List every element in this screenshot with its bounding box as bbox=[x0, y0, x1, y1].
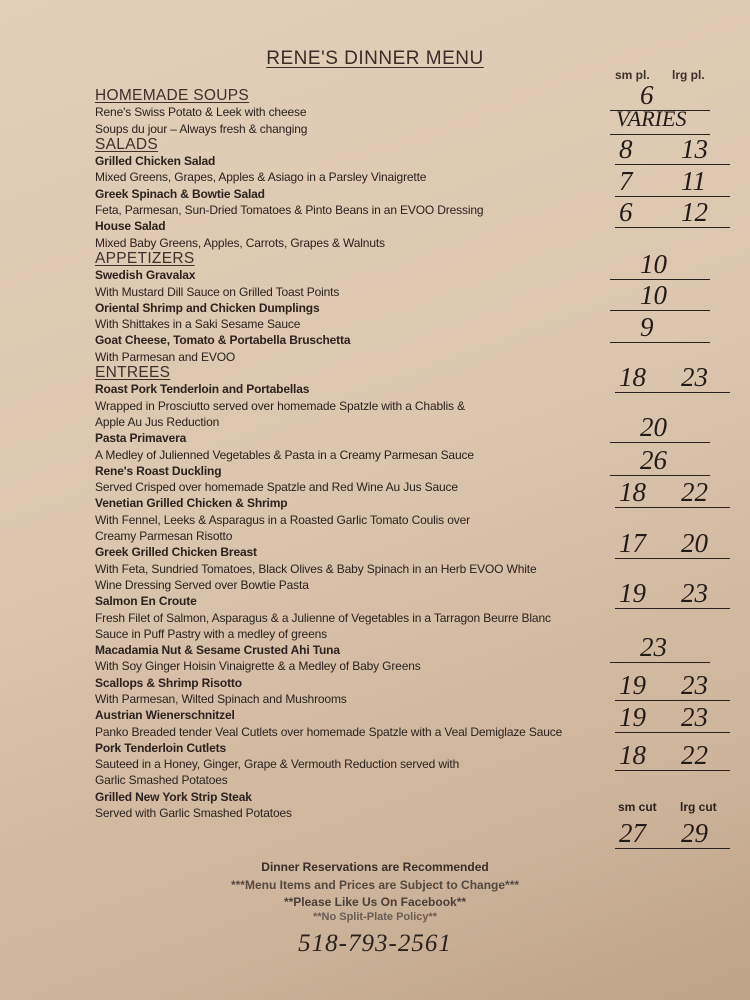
menu-item-name: Macadamia Nut & Sesame Crusted Ahi Tuna bbox=[95, 643, 340, 658]
large-plate-header: lrg pl. bbox=[672, 68, 705, 82]
menu-item-name: House Salad bbox=[95, 219, 166, 234]
menu-item-name: Greek Spinach & Bowtie Salad bbox=[95, 186, 265, 201]
menu-item-description: Soups du jour – Always fresh & changing bbox=[95, 121, 308, 136]
large-price: 20 bbox=[681, 528, 708, 558]
menu-item-description: Sauteed in a Honey, Ginger, Grape & Vermouth Reduction served with bbox=[95, 757, 460, 772]
menu-item-name: Swedish Gravalax bbox=[95, 268, 196, 283]
large-price: 22 bbox=[681, 477, 708, 507]
menu-item-description: With Parmesan, Wilted Spinach and Mushrooms bbox=[95, 691, 347, 706]
small-cut-header: sm cut bbox=[618, 800, 657, 814]
section-heading: APPETIZERS bbox=[95, 249, 195, 267]
menu-title: RENE'S DINNER MENU bbox=[266, 48, 484, 69]
price-entry bbox=[610, 445, 710, 476]
menu-item-description: With Mustard Dill Sauce on Grilled Toast Points bbox=[95, 284, 340, 299]
menu-item-description: Wine Dressing Served over Bowtie Pasta bbox=[95, 577, 309, 592]
small-plate-header: sm pl. bbox=[615, 68, 650, 82]
menu-item-description: With Feta, Sundried Tomatoes, Black Olives & Baby Spinach in an Herb EVOO White bbox=[95, 561, 537, 576]
menu-item-description: Garlic Smashed Potatoes bbox=[95, 773, 228, 788]
large-price: 23 bbox=[681, 702, 708, 732]
phone-number: 518-793-2561 bbox=[298, 930, 452, 957]
menu-item-description: Panko Breaded tender Veal Cutlets over homemade Spatzle with a Veal Demiglaze Sauce bbox=[95, 724, 563, 739]
menu-item-description: With Soy Ginger Hoisin Vinaigrette & a Medley of Baby Greens bbox=[95, 659, 421, 674]
menu-item-name: Austrian Wienerschnitzel bbox=[95, 708, 235, 723]
section-heading: SALADS bbox=[95, 135, 158, 153]
price-entry bbox=[610, 280, 710, 311]
menu-item-description: Rene's Swiss Potato & Leek with cheese bbox=[95, 105, 307, 120]
large-cut-header: lrg cut bbox=[680, 800, 717, 814]
small-price: 27 bbox=[619, 818, 646, 848]
large-price: 13 bbox=[681, 134, 708, 164]
section-heading: HOMEMADE SOUPS bbox=[95, 87, 250, 104]
menu-item-name: Goat Cheese, Tomato & Portabella Bruschetta bbox=[95, 333, 351, 348]
small-price: 9 bbox=[640, 312, 654, 342]
subject-to-change-note: ***Menu Items and Prices are Subject to Change*** bbox=[230, 878, 520, 892]
price-entry bbox=[615, 362, 730, 393]
price-entry bbox=[615, 166, 730, 197]
menu-item-name: Grilled New York Strip Steak bbox=[95, 789, 252, 804]
large-price: 12 bbox=[681, 197, 708, 227]
menu-item-description: With Shittakes in a Saki Sesame Sauce bbox=[95, 317, 301, 332]
small-price: 10 bbox=[640, 249, 667, 279]
price-entry bbox=[615, 197, 730, 228]
menu-item-name: Scallops & Shrimp Risotto bbox=[95, 675, 242, 690]
section-heading: ENTREES bbox=[95, 364, 171, 382]
small-price: 7 bbox=[619, 166, 633, 196]
menu-item-description: Served Crisped over homemade Spatzle and Red Wine Au Jus Sauce bbox=[95, 480, 458, 495]
price-entry bbox=[615, 134, 730, 165]
large-price: 23 bbox=[681, 362, 708, 392]
reservations-note: Dinner Reservations are Recommended bbox=[261, 860, 489, 874]
small-price: 23 bbox=[640, 632, 667, 662]
small-price: 10 bbox=[640, 280, 667, 310]
menu-item-name: Oriental Shrimp and Chicken Dumplings bbox=[95, 300, 320, 315]
menu-item-name: Rene's Roast Duckling bbox=[95, 463, 222, 478]
menu-item-description: Mixed Baby Greens, Apples, Carrots, Grapes & Walnuts bbox=[95, 235, 385, 250]
menu-item-description: With Parmesan and EVOO bbox=[95, 349, 236, 364]
small-price: 19 bbox=[619, 702, 646, 732]
price-entry bbox=[610, 632, 710, 663]
facebook-note: **Please Like Us On Facebook** bbox=[283, 895, 467, 909]
price-entry bbox=[615, 702, 730, 733]
large-price: 23 bbox=[681, 670, 708, 700]
menu-item-description: Creamy Parmesan Risotto bbox=[95, 529, 233, 544]
large-price: 11 bbox=[681, 166, 706, 196]
menu-list bbox=[95, 88, 605, 821]
large-price: 22 bbox=[681, 740, 708, 770]
menu-item-description: Feta, Parmesan, Sun-Dried Tomatoes & Pinto Beans in an EVOO Dressing bbox=[95, 203, 484, 218]
price-entry bbox=[615, 477, 730, 508]
menu-item-description: Fresh Filet of Salmon, Asparagus & a Julienne of Vegetables in a Tarragon Beurre Blanc bbox=[95, 610, 551, 625]
price-entry bbox=[615, 740, 730, 771]
menu-item-name: Greek Grilled Chicken Breast bbox=[95, 545, 257, 560]
menu-item-name: Roast Pork Tenderloin and Portabellas bbox=[95, 382, 310, 397]
menu-item-name: Grilled Chicken Salad bbox=[95, 154, 216, 169]
price-entry bbox=[615, 818, 730, 849]
small-price: 18 bbox=[619, 740, 646, 770]
menu-item-description: Mixed Greens, Grapes, Apples & Asiago in a Parsley Vinaigrette bbox=[95, 170, 427, 185]
menu-item-name: Salmon En Croute bbox=[95, 594, 197, 609]
menu-item-description: Sauce in Puff Pastry with a medley of greens bbox=[95, 626, 327, 641]
small-price: 18 bbox=[619, 477, 646, 507]
small-price: VARIES bbox=[616, 106, 687, 131]
menu-item-description: With Fennel, Leeks & Asparagus in a Roasted Garlic Tomato Coulis over bbox=[95, 512, 470, 527]
small-price: 6 bbox=[619, 197, 633, 227]
menu-item-name: Pork Tenderloin Cutlets bbox=[95, 740, 227, 755]
price-entry bbox=[615, 578, 730, 609]
price-entry bbox=[610, 312, 710, 343]
small-price: 26 bbox=[640, 445, 667, 475]
menu-item-description: Apple Au Jus Reduction bbox=[95, 414, 220, 429]
small-price: 20 bbox=[640, 412, 667, 442]
price-entry bbox=[610, 108, 710, 135]
large-price: 29 bbox=[681, 818, 708, 848]
split-plate-note: **No Split-Plate Policy** bbox=[312, 911, 438, 923]
menu-item-name: Venetian Grilled Chicken & Shrimp bbox=[95, 496, 288, 511]
menu-item-description: Wrapped in Prosciutto served over homemade Spatzle with a Chablis & bbox=[95, 398, 465, 413]
large-price: 23 bbox=[681, 578, 708, 608]
price-entry bbox=[610, 249, 710, 280]
small-price: 19 bbox=[619, 578, 646, 608]
menu-item-description: A Medley of Julienned Vegetables & Pasta in a Creamy Parmesan Sauce bbox=[95, 447, 474, 462]
menu-item-name: Pasta Primavera bbox=[95, 431, 187, 446]
small-price: 17 bbox=[619, 528, 646, 558]
small-price: 19 bbox=[619, 670, 646, 700]
small-price: 18 bbox=[619, 362, 646, 392]
price-entry bbox=[615, 670, 730, 701]
small-price: 6 bbox=[640, 80, 654, 110]
menu-item-description: Served with Garlic Smashed Potatoes bbox=[95, 806, 292, 821]
small-price: 8 bbox=[619, 134, 633, 164]
price-entry bbox=[615, 528, 730, 559]
price-entry bbox=[610, 412, 710, 443]
